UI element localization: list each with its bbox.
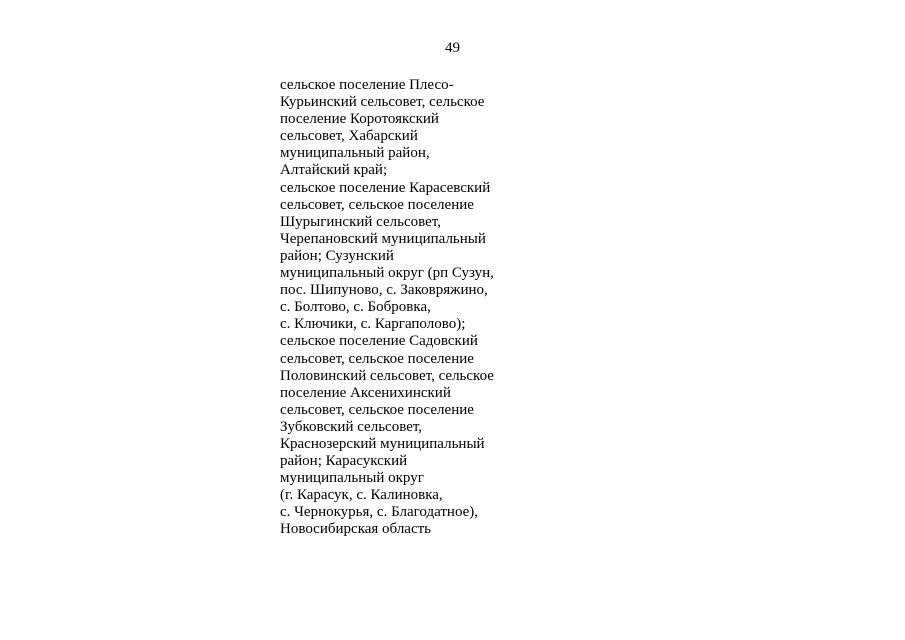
text-line: муниципальный район, (280, 145, 430, 162)
text-line: муниципальный округ (рп Сузун, (280, 265, 494, 282)
text-line: Шурыгинский сельсовет, (280, 213, 441, 230)
text-line: сельское поселение Карасевский (280, 179, 491, 196)
text-line: Новосибирская область (280, 521, 432, 538)
text-line: (г. Карасук, с. Калиновка, (280, 487, 443, 504)
text-line: с. Болтово, с. Бобровка, (280, 299, 431, 316)
text-line: Черепановский муниципальный (280, 230, 486, 247)
text-line: Алтайский край; (280, 162, 388, 179)
text-line: муниципальный округ (280, 470, 424, 487)
text-line: с. Ключики, с. Каргаполово); (280, 316, 466, 333)
page-number: 49 (445, 40, 460, 56)
text-line: сельское поселение Плесо- (280, 77, 454, 93)
text-line: сельсовет, сельское поселение (280, 401, 474, 418)
text-line: пос. Шипуново, с. Заковряжино, (280, 282, 488, 299)
text-line: сельсовет, Хабарский (280, 128, 418, 145)
body-text (280, 77, 580, 539)
text-line: Половинский сельсовет, сельское (280, 367, 494, 384)
text-line: сельсовет, сельское поселение (280, 196, 474, 213)
text-line: Зубковский сельсовет, (280, 418, 423, 435)
text-line: поселение Аксенихинский (280, 384, 451, 401)
text-line: Курьинский сельсовет, сельское (280, 94, 485, 111)
text-line: Краснозерский муниципальный (280, 435, 485, 452)
text-line: район; Сузунский (280, 247, 394, 264)
text-line: с. Чернокурья, с. Благодатное), (280, 504, 479, 521)
text-line: сельсовет, сельское поселение (280, 350, 474, 367)
text-line: район; Карасукский (280, 453, 408, 470)
text-line: сельское поселение Садовский (280, 333, 478, 350)
text-line: поселение Коротоякский (280, 111, 439, 128)
